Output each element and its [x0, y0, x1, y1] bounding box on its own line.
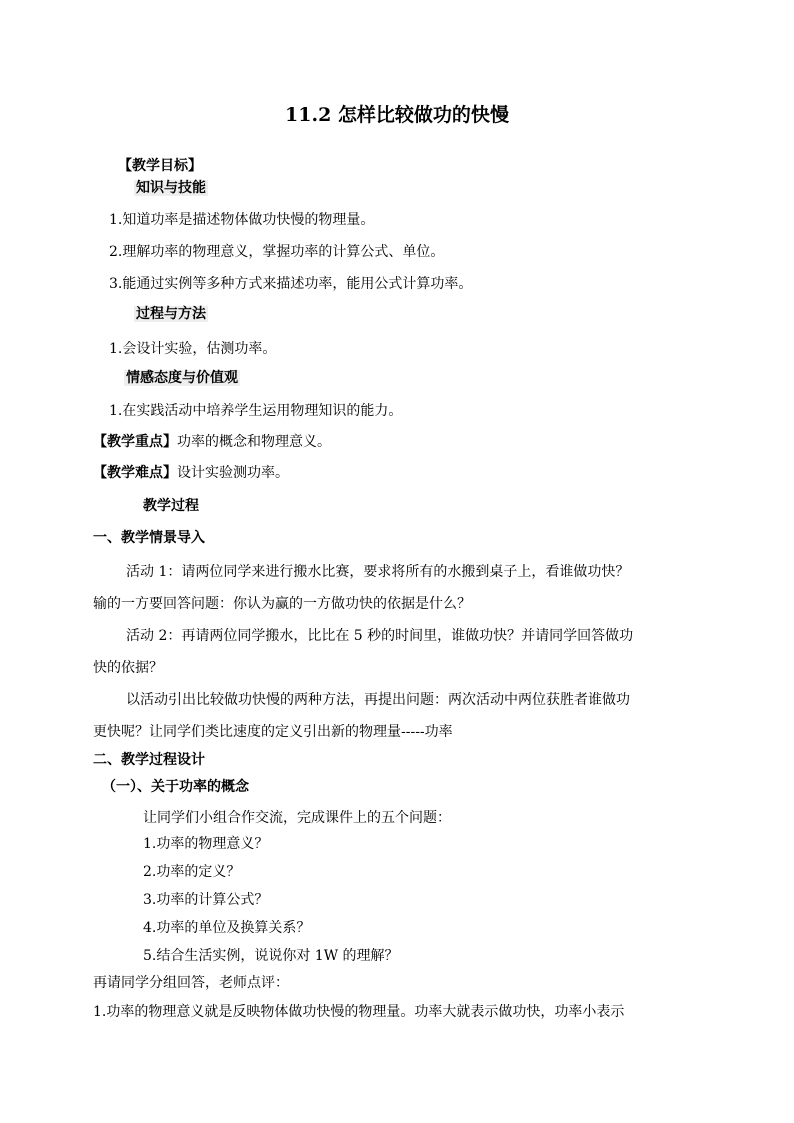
process-heading-text: 过程与方法	[136, 306, 206, 322]
paragraph-line: 以活动引出比较做功快慢的两种方法，再提出问题：两次活动中两位获胜者谁做功	[126, 692, 630, 708]
answer-line: 1.功率的物理意义就是反映物体做功快慢的物理量。功率大就表示做功快，功率小表示	[93, 1004, 625, 1020]
paragraph-line: 活动 1：请两位同学来进行搬水比赛，要求将所有的水搬到桌子上，看谁做功快？	[126, 564, 630, 580]
difficult-point-label: 【教学难点】	[93, 465, 177, 481]
knowledge-item: 2.理解功率的物理意义，掌握功率的计算公式、单位。	[109, 244, 445, 260]
group-intro: 让同学们小组合作交流，完成课件上的五个问题：	[143, 810, 451, 826]
emotion-item: 1.在实践活动中培养学生运用物理知识的能力。	[109, 403, 403, 419]
paragraph-line: 快的依据？	[93, 660, 163, 676]
objectives-heading: 【教学目标】	[118, 158, 202, 174]
key-point-label: 【教学重点】	[93, 434, 177, 450]
question-item: 4.功率的单位及换算关系？	[143, 920, 311, 936]
knowledge-heading	[134, 180, 208, 198]
knowledge-heading-text: 知识与技能	[136, 180, 206, 196]
key-point-text: 功率的概念和物理意义。	[177, 434, 331, 450]
question-item: 3.功率的计算公式？	[143, 892, 269, 908]
knowledge-item: 3.能通过实例等多种方式来描述功率，能用公式计算功率。	[109, 276, 473, 292]
question-item: 1.功率的物理意义？	[143, 836, 269, 852]
paragraph-line: 更快呢？让同学们类比速度的定义引出新的物理量-----功率	[93, 724, 453, 740]
paragraph-line: 活动 2：再请两位同学搬水，比比在 5 秒的时间里，谁做功快？并请同学回答做功	[126, 628, 634, 644]
process-item: 1.会设计实验，估测功率。	[109, 341, 277, 357]
teaching-process-heading: 教学过程	[143, 498, 199, 514]
difficult-point	[93, 465, 289, 483]
emotion-heading	[124, 370, 240, 388]
knowledge-item: 1.知道功率是描述物体做功快慢的物理量。	[109, 212, 375, 228]
page-title: 11.2 怎样比较做功的快慢	[285, 104, 509, 126]
question-item: 2.功率的定义？	[143, 864, 241, 880]
paragraph-line: 输的一方要回答问题：你认为赢的一方做功快的依据是什么？	[93, 596, 471, 612]
emotion-heading-text: 情感态度与价值观	[126, 370, 238, 386]
section2-heading: 二、教学过程设计	[93, 752, 205, 768]
process-heading	[134, 306, 208, 324]
answer-intro: 再请同学分组回答，老师点评：	[93, 975, 289, 991]
key-point	[93, 434, 331, 452]
section1-heading: 一、教学情景导入	[93, 530, 205, 546]
subsection1-heading: （一）、关于功率的概念	[102, 779, 249, 795]
difficult-point-text: 设计实验测功率。	[177, 465, 289, 481]
question-item: 5.结合生活实例，说说你对 1W 的理解？	[143, 948, 399, 964]
